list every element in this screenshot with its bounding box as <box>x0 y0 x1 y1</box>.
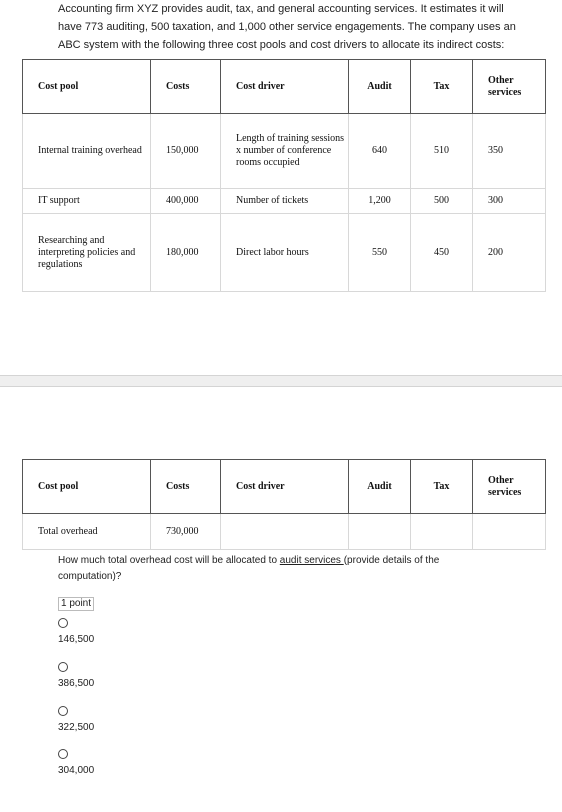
intro-paragraph: Accounting firm XYZ provides audit, tax, and general accounting services. It estimates it will have 773 auditing, 500 taxation, and 1,000 other service engagements. The company uses an ABC system with the following three cost pools and cost drivers to allocate its indirect costs: <box>58 3 516 51</box>
option-label[interactable]: 304,000 <box>58 765 95 776</box>
cell-audit <box>349 514 411 550</box>
header-audit: Audit <box>349 60 411 114</box>
cell-cost-pool: Researching and interpreting policies and regulations <box>23 214 151 292</box>
radio-button[interactable] <box>58 662 68 672</box>
radio-button[interactable] <box>58 618 68 628</box>
total-overhead-table <box>22 459 546 550</box>
table-row <box>23 514 546 550</box>
cell-cost-pool: Internal training overhead <box>23 114 151 189</box>
option-label[interactable]: 386,500 <box>58 678 95 689</box>
header-tax: Tax <box>411 60 473 114</box>
cell-other-services <box>473 514 546 550</box>
header-audit: Audit <box>349 460 411 514</box>
cell-tax <box>411 514 473 550</box>
header-cost-driver: Cost driver <box>221 460 349 514</box>
cell-costs: 400,000 <box>151 189 221 214</box>
header-costs: Costs <box>151 460 221 514</box>
cell-audit: 550 <box>349 214 411 292</box>
cell-cost-driver: Length of training sessions x number of conference rooms occupied <box>221 114 349 189</box>
cell-audit: 1,200 <box>349 189 411 214</box>
cell-audit: 640 <box>349 114 411 189</box>
header-other-services: Other services <box>473 460 546 514</box>
answer-option[interactable] <box>58 706 94 733</box>
cell-other-services: 300 <box>473 189 546 214</box>
cell-tax: 500 <box>411 189 473 214</box>
header-cost-pool: Cost pool <box>23 460 151 514</box>
answer-option[interactable] <box>58 618 94 645</box>
header-cost-pool: Cost pool <box>23 60 151 114</box>
cell-cost-pool: IT support <box>23 189 151 214</box>
answer-option[interactable] <box>58 662 94 689</box>
question-text-after: (provide details of the computation)? <box>58 555 440 582</box>
header-other-services: Other services <box>473 60 546 114</box>
answer-option[interactable] <box>58 749 94 776</box>
radio-button[interactable] <box>58 749 68 759</box>
table-row <box>23 214 546 292</box>
option-label[interactable]: 146,500 <box>58 634 95 645</box>
option-label[interactable]: 322,500 <box>58 722 95 733</box>
cell-cost-driver <box>221 514 349 550</box>
header-costs: Costs <box>151 60 221 114</box>
cell-cost-driver: Number of tickets <box>221 189 349 214</box>
header-cost-driver: Cost driver <box>221 60 349 114</box>
cell-tax: 450 <box>411 214 473 292</box>
question-text-before: How much total overhead cost will be allocated to <box>58 555 280 566</box>
cell-costs: 180,000 <box>151 214 221 292</box>
radio-button[interactable] <box>58 706 68 716</box>
cell-cost-driver: Direct labor hours <box>221 214 349 292</box>
table-header-row <box>23 460 546 514</box>
cell-costs: 150,000 <box>151 114 221 189</box>
header-tax: Tax <box>411 460 473 514</box>
cell-cost-pool: Total overhead <box>23 514 151 550</box>
cell-other-services: 200 <box>473 214 546 292</box>
table-row <box>23 189 546 214</box>
cell-other-services: 350 <box>473 114 546 189</box>
points-label: 1 point <box>58 597 94 611</box>
table-row <box>23 114 546 189</box>
audit-services-link[interactable]: audit services <box>279 555 344 566</box>
table-header-row <box>23 60 546 114</box>
question-text <box>58 553 478 585</box>
cell-tax: 510 <box>411 114 473 189</box>
section-divider <box>0 375 562 387</box>
cost-pool-table <box>22 59 546 292</box>
cell-costs: 730,000 <box>151 514 221 550</box>
